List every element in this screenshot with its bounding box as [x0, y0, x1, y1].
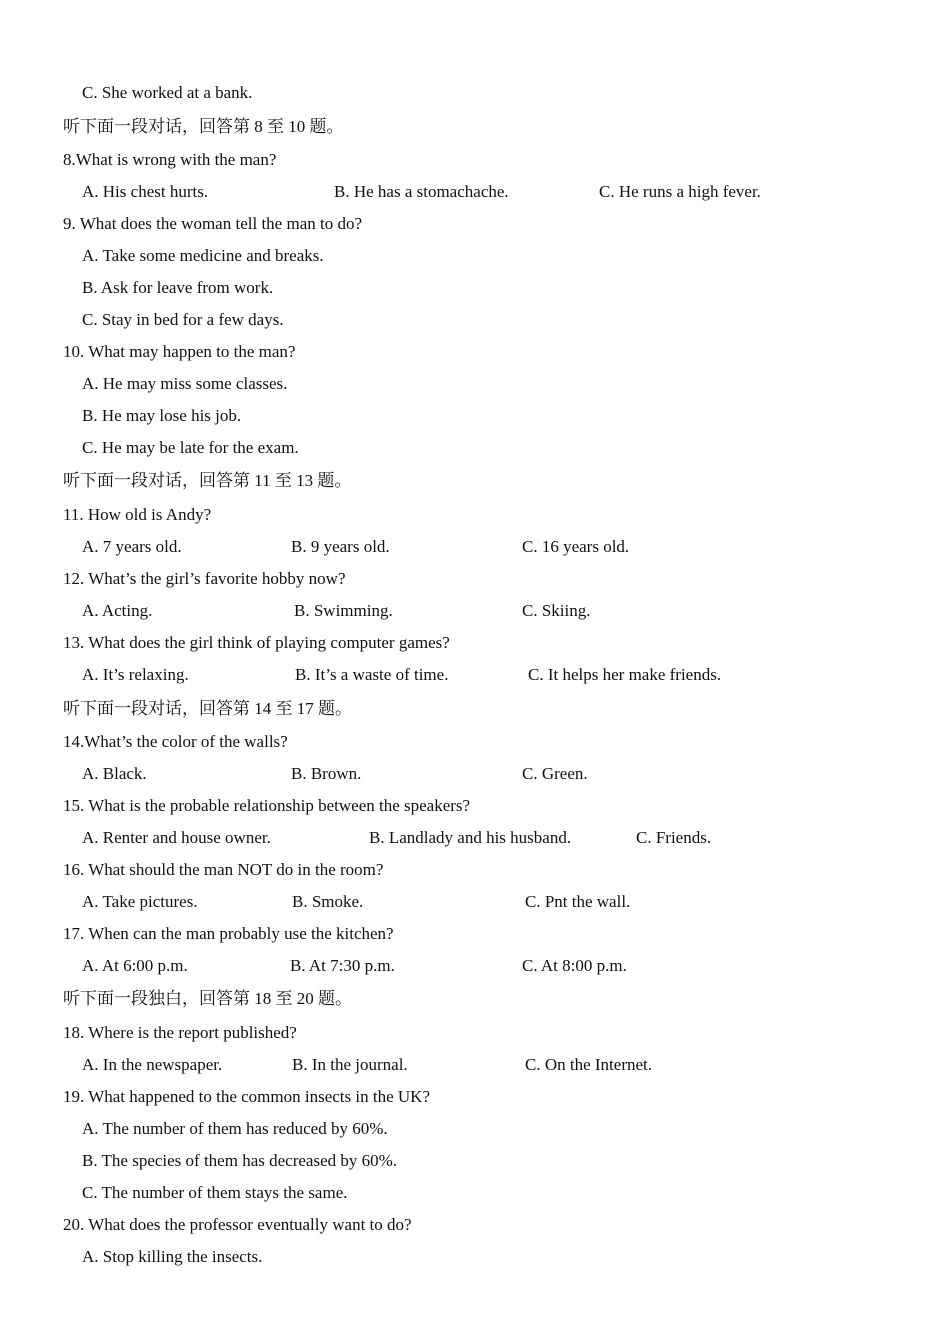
answer-option: C. Skiing. — [522, 601, 591, 620]
answer-option: C. It helps her make friends. — [528, 665, 722, 684]
answer-option: A. Acting. — [82, 601, 153, 620]
answer-option: B. Landlady and his husband. — [369, 828, 572, 847]
answer-option: A. In the newspaper. — [82, 1055, 223, 1074]
answer-option: A. Take some medicine and breaks. — [82, 246, 324, 265]
answer-option: B. Swimming. — [294, 601, 393, 620]
question-text: 12. What’s the girl’s favorite hobby now? — [63, 569, 346, 588]
answer-option: B. He may lose his job. — [82, 406, 242, 425]
answer-option: B. It’s a waste of time. — [295, 665, 449, 684]
answer-option: B. He has a stomachache. — [334, 182, 509, 201]
question-text: 11. How old is Andy? — [63, 505, 212, 524]
answer-option: A. 7 years old. — [82, 537, 182, 556]
answer-option: C. Green. — [522, 764, 588, 783]
question-text: 8.What is wrong with the man? — [63, 150, 277, 169]
answer-option: A. Black. — [82, 764, 147, 783]
answer-option: C. At 8:00 p.m. — [522, 956, 627, 975]
section-instruction: 听下面一段对话，回答第 8 至 10 题。 — [63, 117, 344, 136]
answer-option: C. Friends. — [636, 828, 712, 847]
question-text: 16. What should the man NOT do in the room? — [63, 860, 384, 879]
answer-option: A. He may miss some classes. — [82, 374, 288, 393]
answer-option: C. He may be late for the exam. — [82, 438, 299, 457]
answer-option: C. The number of them stays the same. — [82, 1183, 348, 1202]
question-text: 10. What may happen to the man? — [63, 342, 296, 361]
answer-option: B. Ask for leave from work. — [82, 278, 274, 297]
answer-option: C. On the Internet. — [525, 1055, 652, 1074]
answer-option: C. She worked at a bank. — [82, 83, 253, 102]
question-text: 14.What’s the color of the walls? — [63, 732, 288, 751]
question-text: 13. What does the girl think of playing computer games? — [63, 633, 450, 652]
answer-option: A. At 6:00 p.m. — [82, 956, 188, 975]
answer-option: C. Stay in bed for a few days. — [82, 310, 284, 329]
question-text: 19. What happened to the common insects in the UK? — [63, 1087, 430, 1106]
section-instruction: 听下面一段对话，回答第 14 至 17 题。 — [63, 699, 352, 718]
section-instruction: 听下面一段对话，回答第 11 至 13 题。 — [63, 471, 352, 490]
answer-option: A. Stop killing the insects. — [82, 1247, 263, 1266]
answer-option: A. The number of them has reduced by 60%. — [82, 1119, 388, 1138]
answer-option: B. 9 years old. — [291, 537, 390, 556]
answer-option: C. Pnt the wall. — [525, 892, 631, 911]
question-text: 18. Where is the report published? — [63, 1023, 297, 1042]
answer-option: B. Smoke. — [292, 892, 364, 911]
question-text: 9. What does the woman tell the man to do? — [63, 214, 363, 233]
answer-option: C. He runs a high fever. — [599, 182, 761, 201]
answer-option: C. 16 years old. — [522, 537, 630, 556]
section-instruction: 听下面一段独白，回答第 18 至 20 题。 — [63, 989, 352, 1008]
question-text: 17. When can the man probably use the kitchen? — [63, 924, 394, 943]
answer-option: B. At 7:30 p.m. — [290, 956, 395, 975]
question-text: 20. What does the professor eventually want to do? — [63, 1215, 412, 1234]
answer-option: B. Brown. — [291, 764, 362, 783]
answer-option: B. In the journal. — [292, 1055, 408, 1074]
question-text: 15. What is the probable relationship between the speakers? — [63, 796, 471, 815]
answer-option: A. His chest hurts. — [82, 182, 209, 201]
answer-option: B. The species of them has decreased by 60%. — [82, 1151, 398, 1170]
answer-option: A. Renter and house owner. — [82, 828, 271, 847]
answer-option: A. It’s relaxing. — [82, 665, 189, 684]
answer-option: A. Take pictures. — [82, 892, 198, 911]
